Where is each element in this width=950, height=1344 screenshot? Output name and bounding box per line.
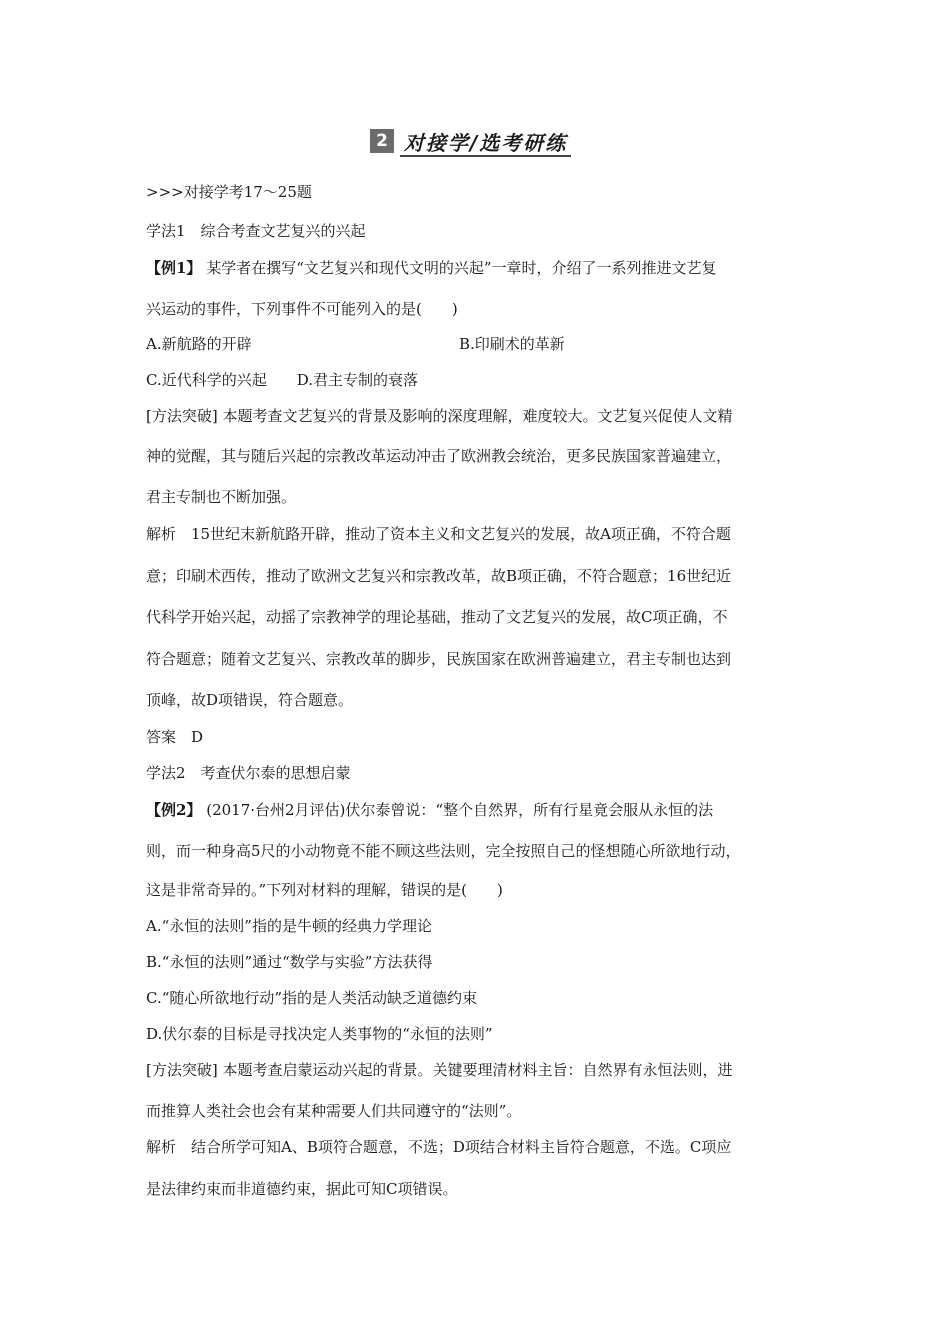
section-header bbox=[370, 126, 567, 156]
example-2-line-2: 则，而一种身高5尺的小动物竟不能不顾这些法则，完全按照自己的怪想随心所欲地行动， bbox=[146, 842, 741, 860]
example-1-line-1 bbox=[146, 258, 717, 278]
method-note-1-line-2: 神的觉醒，其与随后兴起的宗教改革运动冲击了欧洲教会统治，更多民族国家普遍建立， bbox=[146, 447, 732, 465]
example-2-tag: 【例2】 bbox=[146, 801, 202, 819]
answer-1: 答案 D bbox=[146, 728, 204, 746]
example-2-line-3: 这是非常奇异的。”下列对材料的理解，错误的是( ) bbox=[146, 881, 503, 899]
option-2a: A.“永恒的法则”指的是牛顿的经典力学理论 bbox=[146, 917, 432, 935]
example-1-line-2: 兴运动的事件，下列事件不可能列入的是( ) bbox=[146, 300, 458, 318]
option-2b: B.“永恒的法则”通过“数学与实验”方法获得 bbox=[146, 953, 433, 971]
analysis-1-line-1: 解析 15世纪末新航路开辟，推动了资本主义和文艺复兴的发展，故A项正确，不符合题 bbox=[146, 525, 731, 543]
title-underline bbox=[400, 155, 571, 157]
option-2d: D.伏尔泰的目标是寻找决定人类事物的“永恒的法则” bbox=[146, 1025, 493, 1043]
analysis-1-line-3: 代科学开始兴起，动摇了宗教神学的理论基础，推动了文艺复兴的发展，故C项正确，不 bbox=[146, 608, 728, 626]
example-2-line-1 bbox=[146, 800, 713, 820]
example-1-text: 某学者在撰写“文艺复兴和现代文明的兴起”一章时，介绍了一系列推进文艺复 bbox=[206, 259, 717, 277]
example-2-text: (2017·台州2月评估)伏尔泰曾说：“整个自然界，所有行星竟会服从永恒的法 bbox=[206, 801, 714, 819]
option-row-1 bbox=[146, 334, 565, 354]
method-2-heading: 学法2 考查伏尔泰的思想启蒙 bbox=[146, 764, 351, 782]
method-1-heading: 学法1 综合考查文艺复兴的兴起 bbox=[146, 222, 366, 240]
method-note-1-line-3: 君主专制也不断加强。 bbox=[146, 488, 297, 506]
analysis-2-line-2: 是法律约束而非道德约束，据此可知C项错误。 bbox=[146, 1180, 458, 1198]
option-1a: A.新航路的开辟 bbox=[146, 335, 252, 353]
scope-line: >>>对接学考17～25题 bbox=[146, 183, 312, 201]
section-number-badge: 2 bbox=[370, 129, 394, 153]
analysis-2-line-1: 解析 结合所学可知A、B项符合题意，不选；D项结合材料主旨符合题意，不选。C项应 bbox=[146, 1138, 732, 1156]
analysis-1-line-2: 意；印刷术西传，推动了欧洲文艺复兴和宗教改革，故B项正确，不符合题意；16世纪近 bbox=[146, 567, 732, 585]
method-note-2-line-1: [方法突破] 本题考查启蒙运动兴起的背景。关键要理清材料主旨：自然界有永恒法则，进 bbox=[146, 1061, 733, 1079]
example-1-tag: 【例1】 bbox=[146, 259, 202, 277]
analysis-1-line-4: 符合题意；随着文艺复兴、宗教改革的脚步，民族国家在欧洲普遍建立，君主专制也达到 bbox=[146, 650, 732, 668]
option-1b: B.印刷术的革新 bbox=[459, 335, 565, 353]
section-title: 对接学/选考研练 bbox=[404, 130, 568, 155]
option-2c: C.“随心所欲地行动”指的是人类活动缺乏道德约束 bbox=[146, 989, 478, 1007]
option-row-2: C.近代科学的兴起 D.君主专制的衰落 bbox=[146, 371, 418, 389]
method-note-2-line-2: 而推算人类社会也会有某种需要人们共同遵守的“法则”。 bbox=[146, 1102, 522, 1120]
method-note-1-line-1: [方法突破] 本题考查文艺复兴的背景及影响的深度理解，难度较大。文艺复兴促使人文精 bbox=[146, 407, 733, 425]
analysis-1-line-5: 顶峰，故D项错误，符合题意。 bbox=[146, 691, 354, 709]
